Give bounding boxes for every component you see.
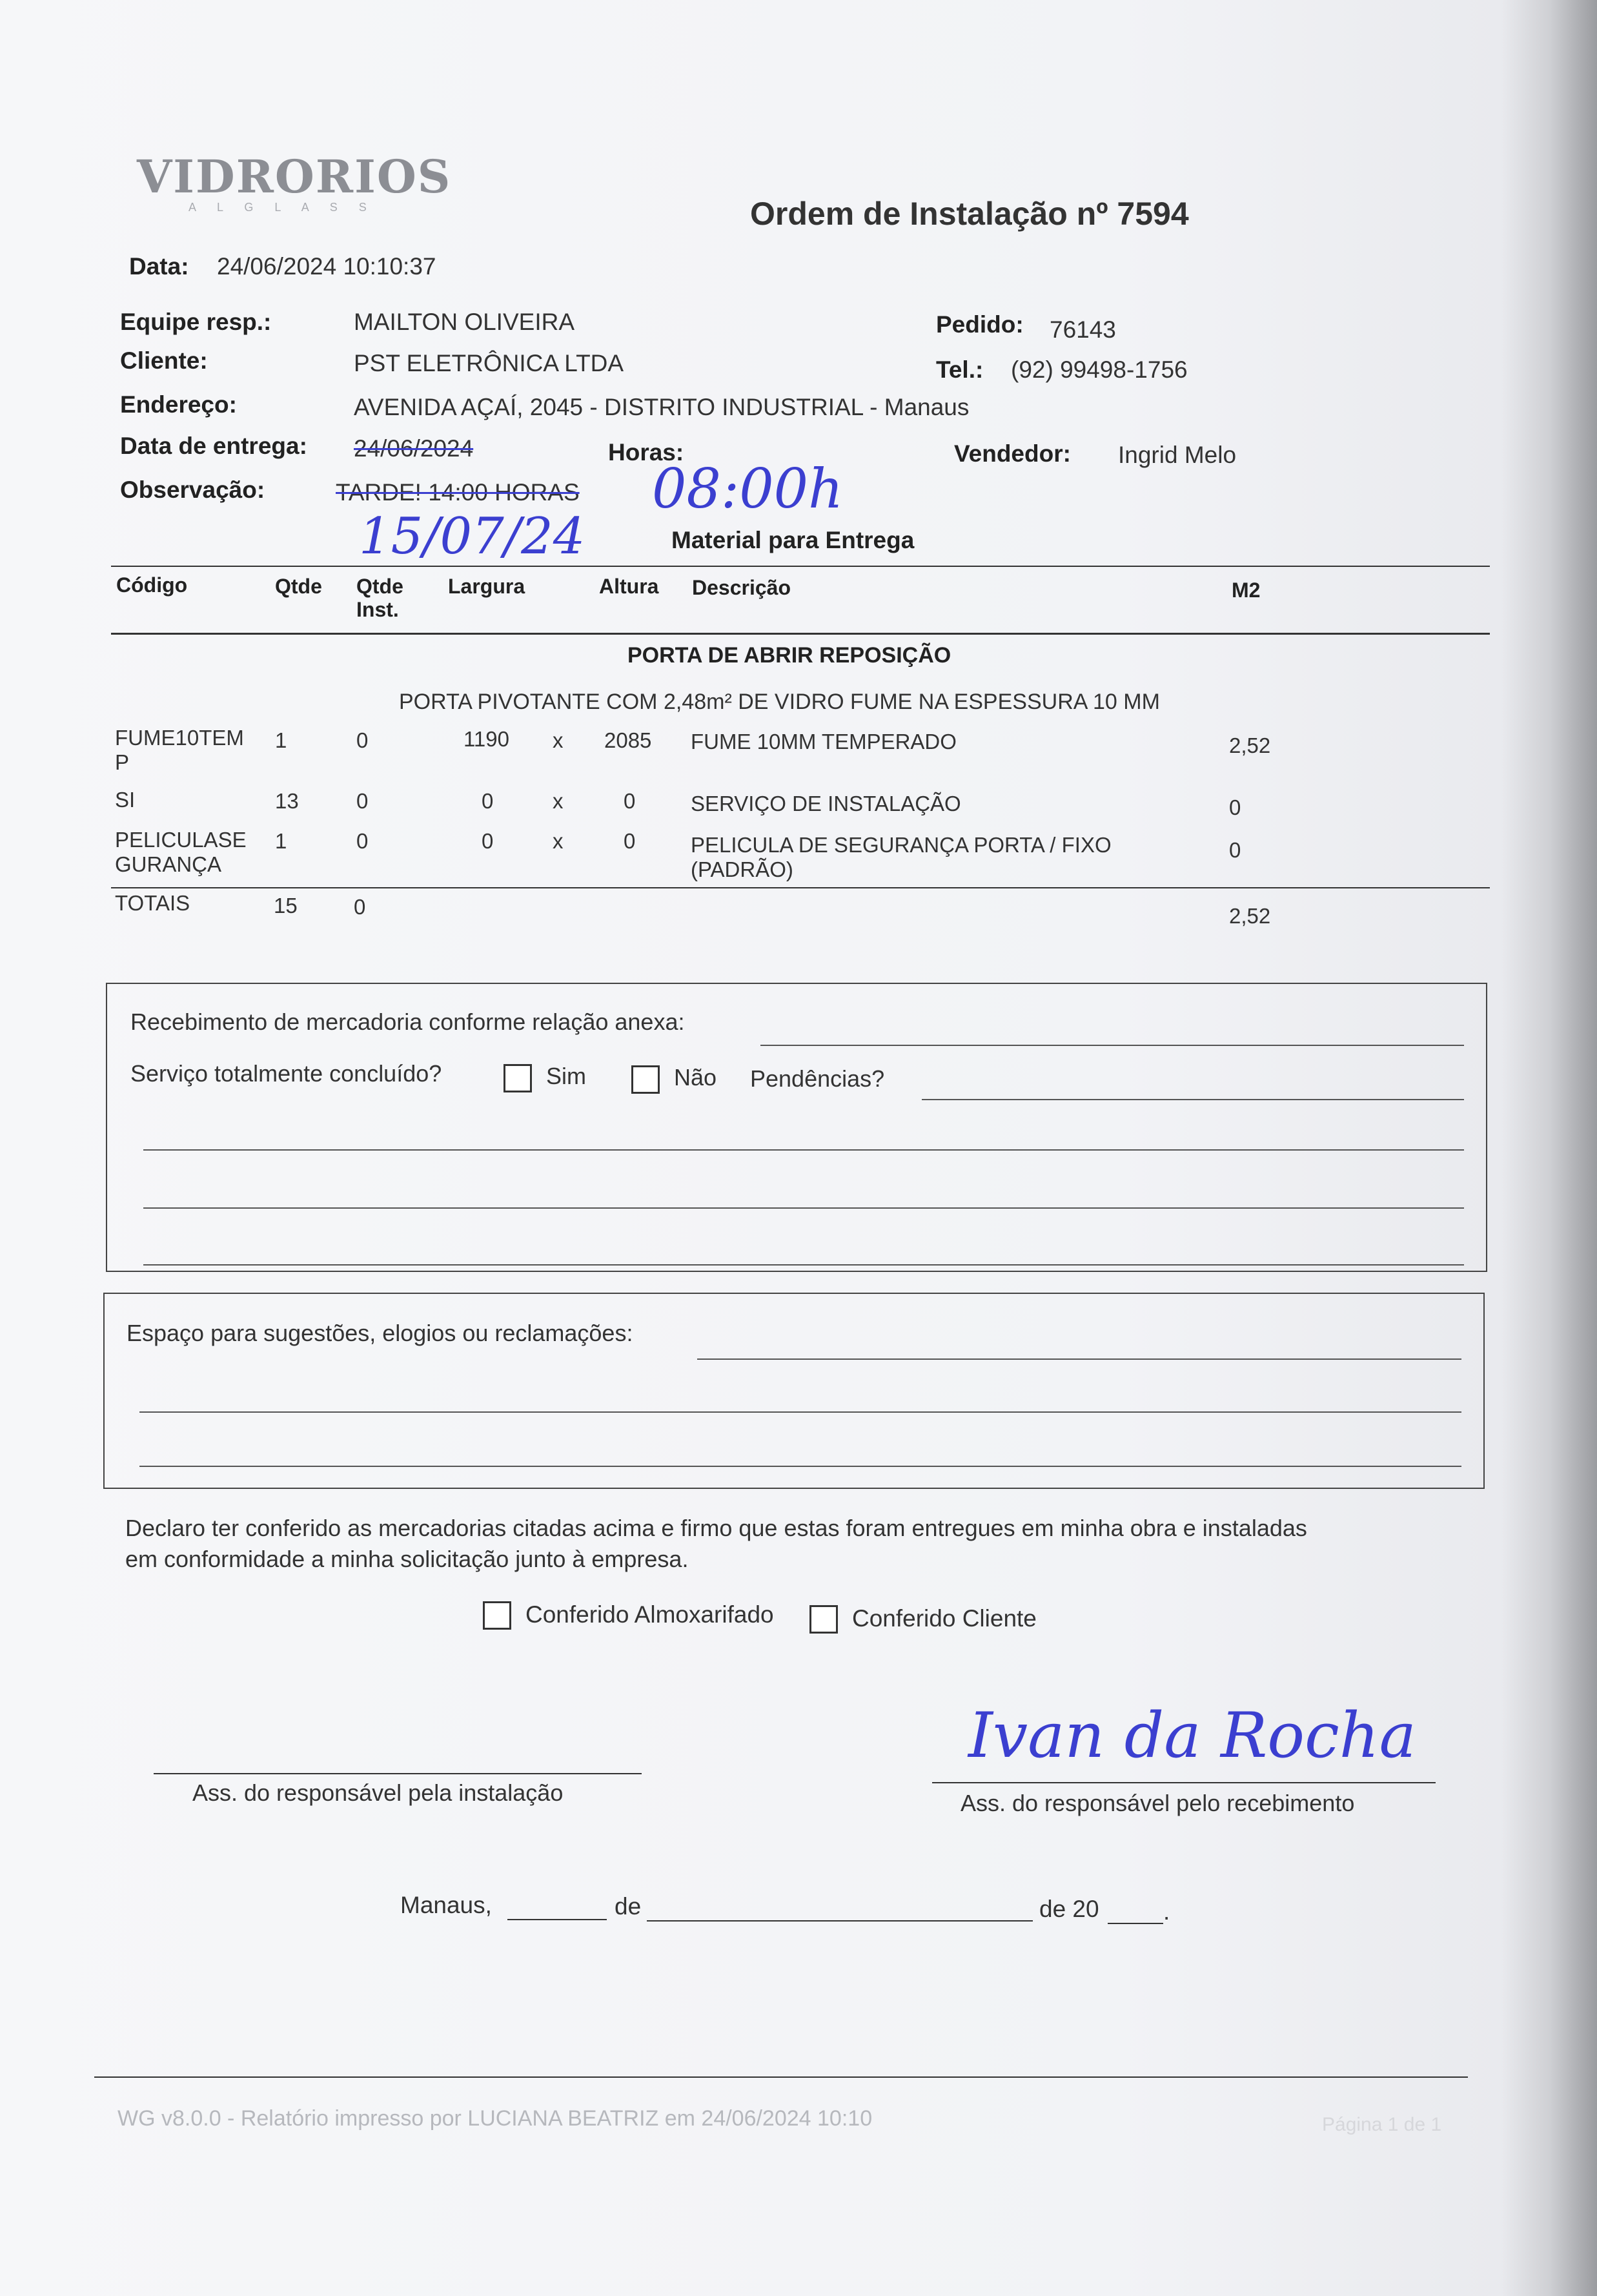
observacao-value: TARDE! 14:00 HORAS (336, 479, 580, 506)
entrega-value: 24/06/2024 (354, 435, 474, 462)
de-label-1: de (615, 1893, 642, 1920)
col-m2: M2 (1232, 579, 1261, 602)
signature-label-recebimento: Ass. do responsável pelo recebimento (961, 1790, 1355, 1816)
col-descricao: Descrição (692, 576, 791, 599)
totals-qtde: 15 (274, 894, 298, 917)
observacao-label: Observação: (120, 477, 265, 503)
logo-subtext: A L G L A S S (188, 201, 376, 214)
city-label: Manaus, (400, 1892, 492, 1918)
signature-line-instalacao[interactable] (154, 1773, 642, 1774)
declaration-line-1: Declaro ter conferido as mercadorias citadas acima e firmo que estas foram entregues em minha obra e instaladas (125, 1515, 1307, 1541)
col-altura: Altura (599, 575, 659, 598)
year-field[interactable] (1108, 1923, 1163, 1924)
footer-rule (94, 2076, 1468, 2078)
endereco-label: Endereço: (120, 391, 237, 418)
cell-x: x (553, 789, 564, 813)
de20-label: de 20 (1039, 1896, 1099, 1922)
pendencias-line-2[interactable] (143, 1207, 1464, 1209)
section-title: PORTA DE ABRIR REPOSIÇÃO (627, 643, 951, 668)
col-largura: Largura (448, 575, 525, 598)
cell-altura: 2085 (604, 728, 652, 752)
vendedor-label: Vendedor: (954, 440, 1071, 467)
date-end-dot: . (1163, 1898, 1170, 1925)
sim-checkbox[interactable] (504, 1064, 532, 1092)
cell-altura: 0 (624, 789, 636, 813)
sim-label: Sim (546, 1063, 586, 1089)
declaration-line-2: em conformidade a minha solicitação junto à empresa. (125, 1546, 689, 1572)
material-title: Material para Entrega (671, 527, 915, 553)
feedback-line-3[interactable] (139, 1466, 1461, 1467)
conferido-almoxarifado-label: Conferido Almoxarifado (525, 1601, 774, 1628)
data-label: Data: (129, 253, 189, 280)
table-header-rule (111, 633, 1490, 635)
cell-codigo: SI (115, 788, 136, 812)
feedback-line-2[interactable] (139, 1411, 1461, 1413)
month-field[interactable] (647, 1920, 1033, 1922)
totals-m2: 2,52 (1229, 904, 1271, 928)
conferido-cliente-checkbox[interactable] (809, 1605, 838, 1634)
client-signature: Ivan da Rocha (968, 1699, 1416, 1772)
cell-descricao: FUME 10MM TEMPERADO (691, 730, 957, 753)
cell-qtde-inst: 0 (356, 789, 369, 813)
pendencias-line-1[interactable] (143, 1149, 1464, 1151)
tel-value: (92) 99498-1756 (1011, 356, 1188, 383)
cell-x: x (553, 728, 564, 752)
cell-largura: 0 (482, 789, 494, 813)
cell-qtde-inst: 0 (356, 829, 369, 853)
horas-label: Horas: (608, 439, 684, 466)
servico-label: Serviço totalmente concluído? (130, 1060, 442, 1087)
cell-m2: 0 (1229, 838, 1241, 862)
logo-text: VIDRORIOS (137, 150, 452, 203)
signature-line-recebimento[interactable] (932, 1782, 1436, 1783)
cell-qtde: 1 (275, 728, 287, 752)
vendedor-value: Ingrid Melo (1118, 442, 1237, 468)
cell-codigo: PELICULASE GURANÇA (115, 828, 247, 876)
cell-qtde: 13 (275, 789, 299, 813)
totals-label: TOTAIS (115, 891, 190, 915)
cliente-label: Cliente: (120, 347, 208, 374)
document-title: Ordem de Instalação nº 7594 (750, 196, 1189, 232)
cell-qtde: 1 (275, 829, 287, 853)
pendencias-label: Pendências? (750, 1065, 885, 1092)
pedido-label: Pedido: (936, 311, 1024, 338)
footer-page: Página 1 de 1 (1322, 2114, 1442, 2135)
tel-label: Tel.: (936, 356, 984, 383)
cliente-value: PST ELETRÔNICA LTDA (354, 350, 624, 376)
equipe-value: MAILTON OLIVEIRA (354, 309, 575, 335)
conferido-cliente-label: Conferido Cliente (852, 1605, 1037, 1632)
recebimento-label: Recebimento de mercadoria conforme relação anexa: (130, 1009, 685, 1035)
col-qtde-inst: Qtde Inst. (356, 575, 403, 621)
equipe-label: Equipe resp.: (120, 309, 272, 335)
cell-m2: 2,52 (1229, 733, 1271, 757)
cell-descricao: PELICULA DE SEGURANÇA PORTA / FIXO (PADRÃO) (691, 833, 1112, 881)
table-top-rule (111, 566, 1490, 567)
endereco-value: AVENIDA AÇAÍ, 2045 - DISTRITO INDUSTRIAL - Manaus (354, 394, 970, 420)
handwritten-time: 08:00h (652, 457, 844, 520)
pendencias-field[interactable] (922, 1099, 1464, 1100)
nao-label: Não (674, 1064, 717, 1091)
pendencias-line-3[interactable] (143, 1264, 1464, 1266)
cell-m2: 0 (1229, 795, 1241, 819)
totals-rule (111, 887, 1490, 888)
pedido-value: 76143 (1050, 316, 1116, 343)
nao-checkbox[interactable] (631, 1065, 660, 1094)
handwritten-date: 15/07/24 (359, 507, 585, 566)
feedback-label: Espaço para sugestões, elogios ou reclamações: (127, 1320, 633, 1346)
conferido-almoxarifado-checkbox[interactable] (483, 1601, 511, 1630)
cell-largura: 0 (482, 829, 494, 853)
company-logo (137, 150, 451, 214)
entrega-label: Data de entrega: (120, 433, 307, 459)
cell-x: x (553, 829, 564, 853)
totals-qtde-inst: 0 (354, 895, 366, 919)
cell-codigo: FUME10TEM P (115, 726, 244, 774)
data-value: 24/06/2024 10:10:37 (217, 253, 436, 280)
col-codigo: Código (116, 573, 188, 597)
recebimento-field[interactable] (760, 1045, 1464, 1046)
cell-qtde-inst: 0 (356, 728, 369, 752)
col-qtde: Qtde (275, 575, 322, 598)
day-field[interactable] (507, 1919, 607, 1920)
signature-label-instalacao: Ass. do responsável pela instalação (192, 1779, 564, 1806)
footer-printed: WG v8.0.0 - Relatório impresso por LUCIANA BEATRIZ em 24/06/2024 10:10 (117, 2106, 873, 2131)
feedback-line-1[interactable] (697, 1358, 1461, 1360)
cell-altura: 0 (624, 829, 636, 853)
cell-largura: 1190 (463, 727, 509, 751)
cell-descricao: SERVIÇO DE INSTALAÇÃO (691, 792, 961, 815)
section-subtitle: PORTA PIVOTANTE COM 2,48m² DE VIDRO FUME NA ESPESSURA 10 MM (399, 690, 1160, 714)
